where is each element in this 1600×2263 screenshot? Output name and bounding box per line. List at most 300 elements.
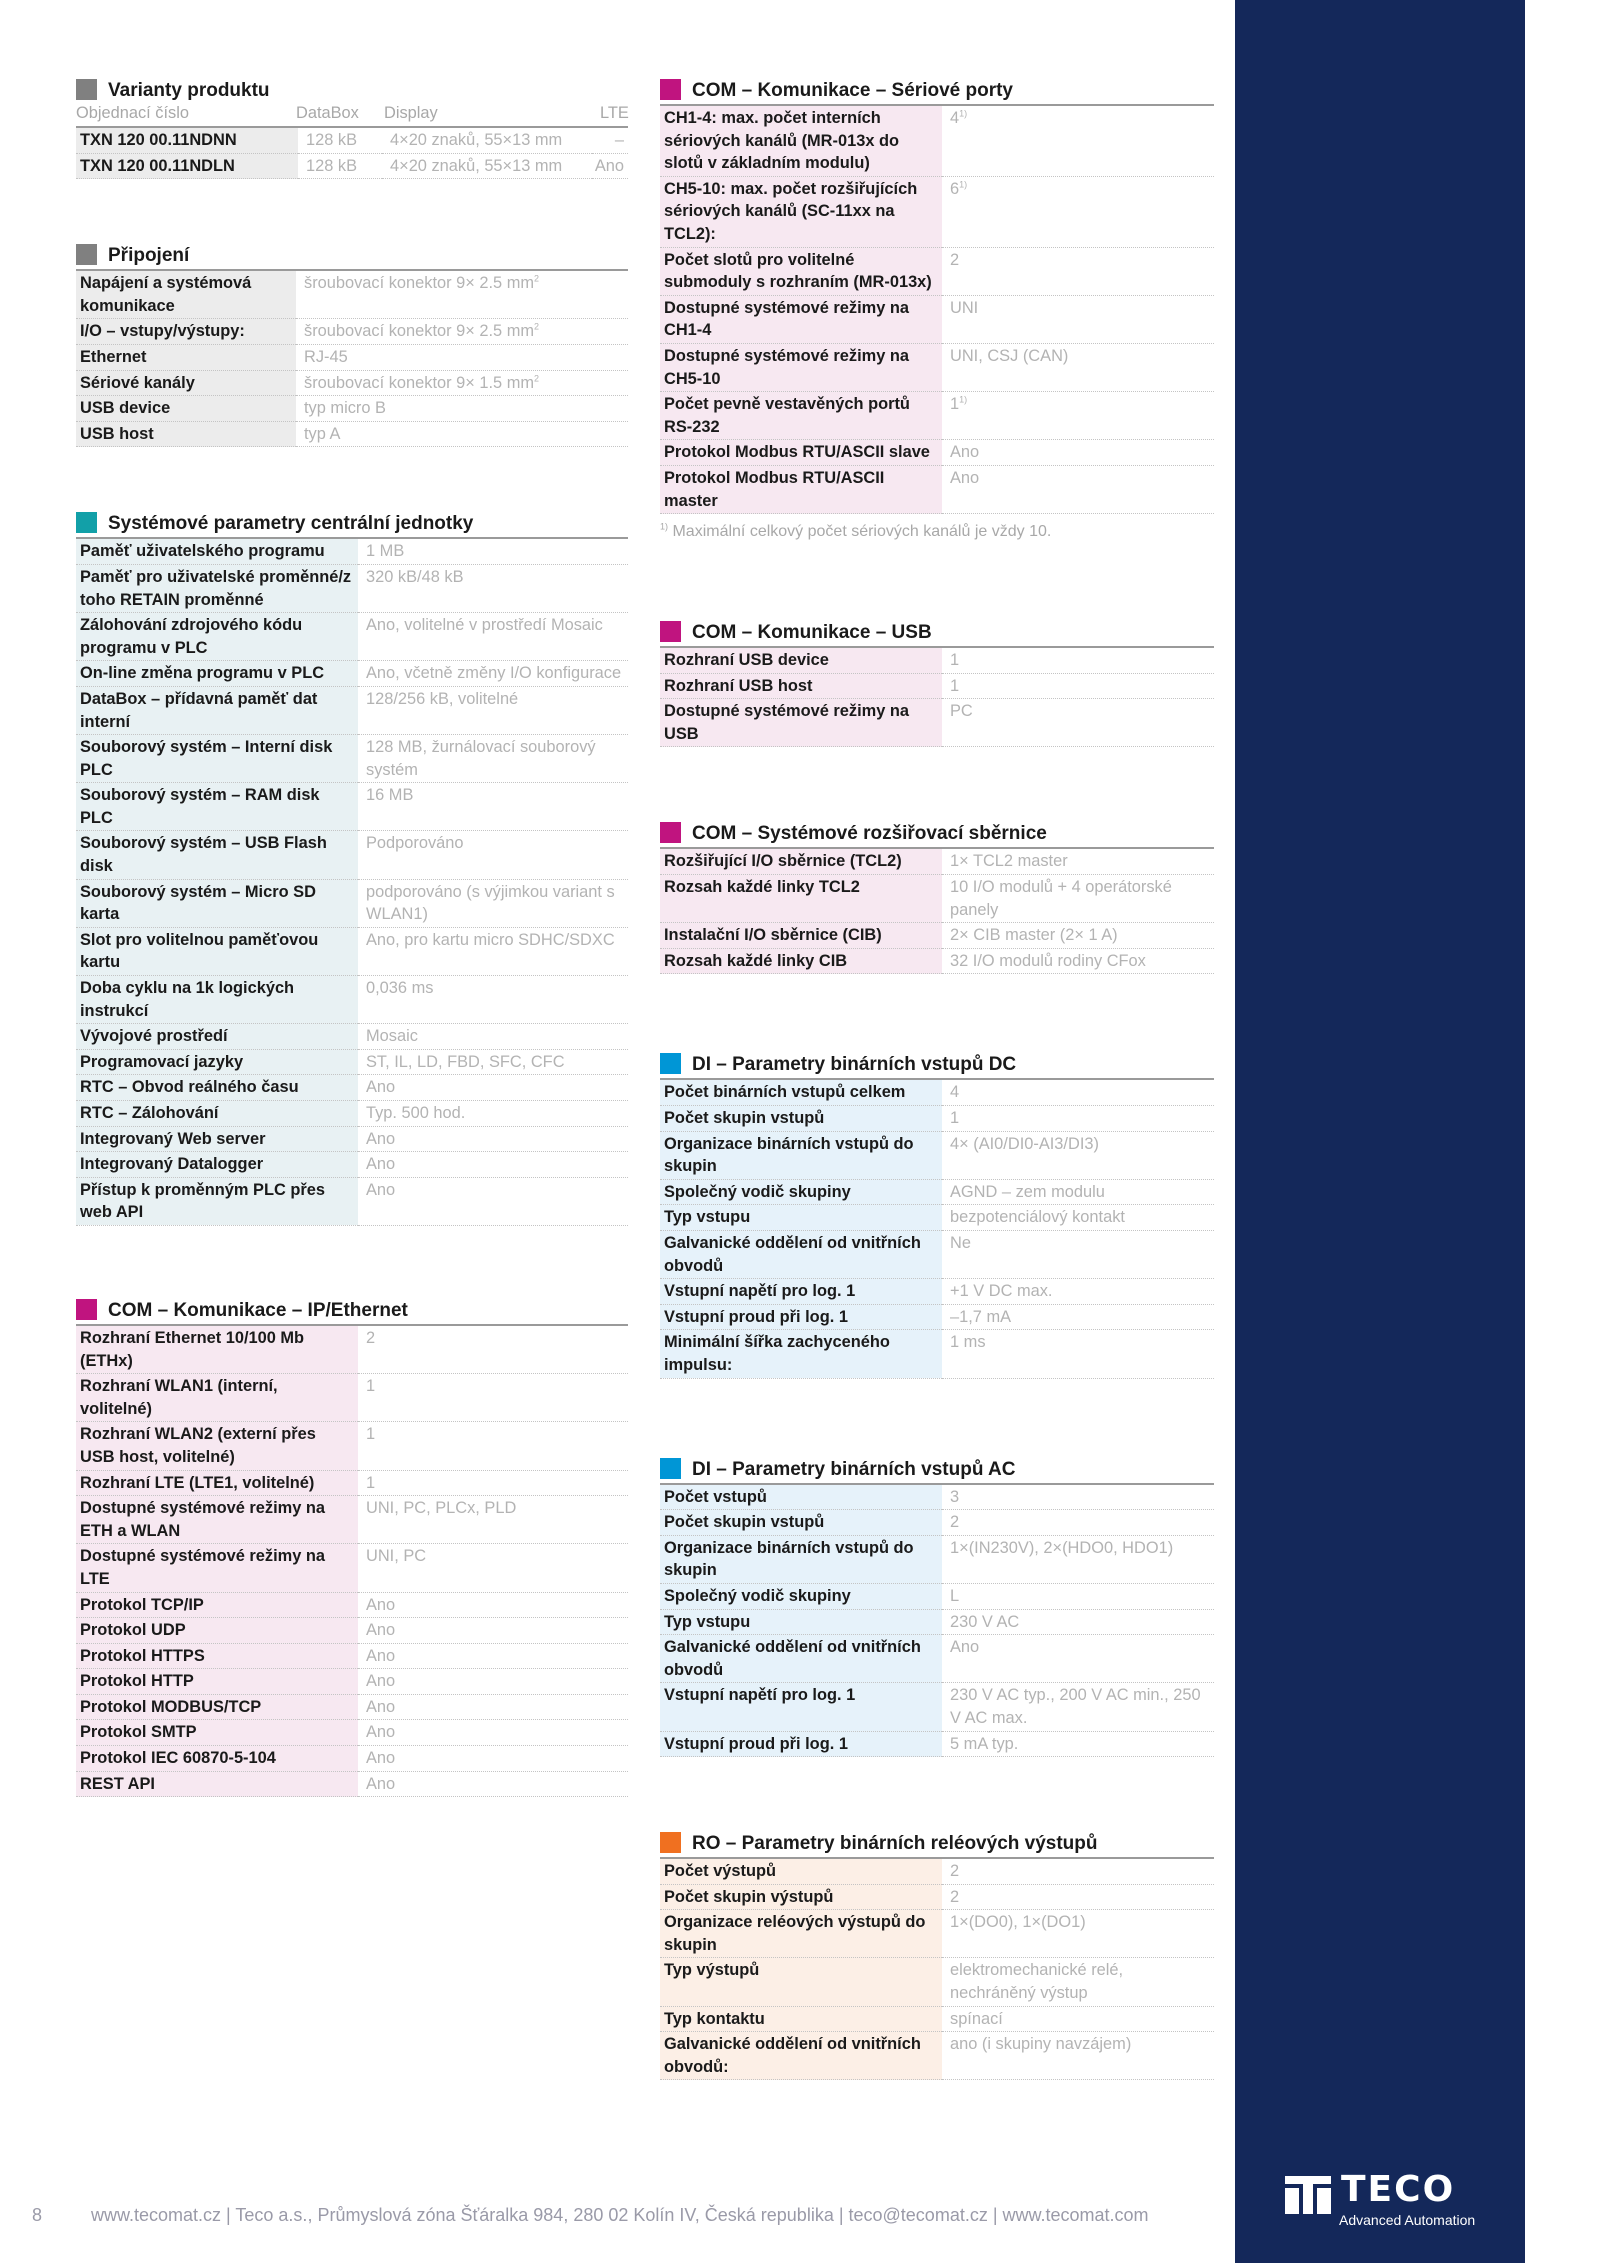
order-number: TXN 120 00.11NDNN: [76, 128, 298, 153]
row-value: [942, 1106, 1214, 1132]
table-row: [76, 421, 628, 447]
row-label: Protokol TCP/IP: [76, 1592, 358, 1618]
row-label: Dostupné systémové režimy na ETH a WLAN: [76, 1496, 358, 1544]
row-value: [942, 1609, 1214, 1635]
table-row: [76, 613, 628, 661]
row-label: Organizace binárních vstupů do skupin: [660, 1535, 942, 1583]
row-label: Dostupné systémové režimy na CH1-4: [660, 295, 942, 343]
value-text: Ano: [366, 1749, 396, 1768]
value-text: 1: [950, 651, 960, 670]
row-value: [358, 1049, 628, 1075]
row-label: Souborový systém – RAM disk PLC: [76, 783, 358, 831]
value-superscript: 2: [534, 273, 540, 284]
row-value: [942, 440, 1214, 466]
row-label: Vstupní napětí pro log. 1: [660, 1683, 942, 1731]
row-value: [942, 699, 1214, 747]
logo-brand: TECO: [1341, 2169, 1456, 2210]
value-text: 1×(DO0), 1×(DO1): [950, 1913, 1086, 1932]
table-row: [76, 927, 628, 975]
kv-table: [76, 271, 628, 447]
table-row: [76, 1374, 628, 1422]
table-row: [660, 1510, 1214, 1536]
row-value: [296, 370, 628, 396]
row-label: Počet slotů pro volitelné submoduly s rozhraním (MR-013x): [660, 247, 942, 295]
value-text: spínací: [950, 2009, 1003, 2028]
section-marker: [660, 822, 681, 843]
row-label: Rozhraní WLAN1 (interní, volitelné): [76, 1374, 358, 1422]
section-title: COM – Komunikace – IP/Ethernet: [108, 1299, 408, 1321]
row-label: Rozhraní WLAN2 (externí přes USB host, volitelné): [76, 1422, 358, 1470]
value-text: 128/256 kB, volitelné: [366, 689, 519, 708]
row-value: [296, 396, 628, 422]
row-label: Galvanické oddělení od vnitřních obvodů:: [660, 2032, 942, 2080]
value-text: podporováno (s výjimkou variant s WLAN1): [366, 882, 615, 924]
table-row: [76, 1326, 628, 1374]
value-text: 1 MB: [366, 542, 405, 561]
value-text: Ano: [366, 1078, 396, 1097]
row-label: Počet skupin vstupů: [660, 1106, 942, 1132]
table-row: [76, 735, 628, 783]
value-text: 0,036 ms: [366, 979, 434, 998]
row-label: Zálohování zdrojového kódu programu v PLC: [76, 613, 358, 661]
page-number: 8: [32, 2205, 43, 2225]
row-label: Souborový systém – Micro SD karta: [76, 879, 358, 927]
row-label: Slot pro volitelnou paměťovou kartu: [76, 927, 358, 975]
table-row: [660, 2032, 1214, 2080]
row-value: [942, 1731, 1214, 1757]
table-row: [76, 1618, 628, 1644]
row-label: Typ výstupů: [660, 1958, 942, 2006]
value-text: ano (i skupiny navzájem): [950, 2035, 1132, 2054]
value-text: Ano: [366, 1595, 396, 1614]
table-row: [660, 1958, 1214, 2006]
value-text: Ano: [950, 1638, 980, 1657]
value-superscript: 1): [959, 394, 968, 405]
row-label: Rozsah každé linky CIB: [660, 948, 942, 974]
row-value: [942, 1583, 1214, 1609]
row-label: Počet binárních vstupů celkem: [660, 1080, 942, 1105]
row-label: Galvanické oddělení od vnitřních obvodů: [660, 1231, 942, 1279]
row-label: Protokol IEC 60870-5-104: [76, 1746, 358, 1772]
display: 4×20 znaků, 55×13 mm: [382, 153, 592, 179]
table-row: [76, 1669, 628, 1695]
row-value: [942, 648, 1214, 673]
value-text: 4× (AI0/DI0-AI3/DI3): [950, 1134, 1099, 1153]
value-text: bezpotenciálový kontakt: [950, 1208, 1125, 1227]
table-row: [660, 849, 1214, 874]
table-row: [660, 648, 1214, 673]
table-row: [660, 1330, 1214, 1378]
section-title: Varianty produktu: [108, 80, 270, 101]
value-text: Ano: [366, 1180, 396, 1199]
row-value: [296, 421, 628, 447]
section-title: COM – Komunikace – USB: [692, 622, 932, 644]
varianty-table: [76, 128, 628, 179]
table-row: [76, 319, 628, 345]
table-row: [660, 465, 1214, 513]
row-value: [942, 176, 1214, 247]
row-label: Minimální šířka zachyceného impulsu:: [660, 1330, 942, 1378]
section-marker: [660, 1053, 681, 1074]
table-row: [76, 271, 628, 319]
row-label: Počet skupin výstupů: [660, 1884, 942, 1910]
row-value: [358, 613, 628, 661]
table-row: [76, 831, 628, 879]
table-row: [660, 295, 1214, 343]
section-marker: [76, 79, 97, 100]
row-label: REST API: [76, 1771, 358, 1797]
table-row: [76, 1075, 628, 1101]
section-title: COM – Systémové rozšiřovací sběrnice: [692, 823, 1047, 845]
row-value: [358, 564, 628, 612]
value-text: 230 V AC: [950, 1612, 1020, 1631]
value-text: 1× TCL2 master: [950, 852, 1068, 871]
table-row: [660, 1609, 1214, 1635]
row-value: [358, 1694, 628, 1720]
row-value: [942, 1510, 1214, 1536]
value-text: 2: [950, 1513, 960, 1532]
row-value: [942, 1910, 1214, 1958]
section-title: COM – Komunikace – Sériové porty: [692, 80, 1013, 101]
row-value: [942, 392, 1214, 440]
value-text: 320 kB/48 kB: [366, 567, 464, 586]
row-value: [296, 271, 628, 319]
table-row: [76, 1470, 628, 1496]
section-marker: [76, 512, 97, 533]
row-label: Protokol HTTPS: [76, 1643, 358, 1669]
row-value: [358, 1669, 628, 1695]
table-row: [76, 1152, 628, 1178]
row-value: [296, 319, 628, 345]
kv-table: [76, 1326, 628, 1797]
section-ipeth: [76, 1296, 628, 1797]
table-row: [660, 1080, 1214, 1105]
row-value: [358, 1101, 628, 1127]
table-row: [76, 344, 628, 370]
value-text: Typ. 500 hod.: [366, 1104, 466, 1122]
table-row: [660, 1304, 1214, 1330]
row-value: [358, 831, 628, 879]
value-text: 1: [366, 1473, 376, 1492]
table-row: [660, 1131, 1214, 1179]
table-row: [76, 1496, 628, 1544]
section-marker: [76, 244, 97, 265]
row-value: [358, 1544, 628, 1592]
section-marker: [76, 1299, 97, 1320]
value-text: 16 MB: [366, 786, 414, 805]
row-label: Dostupné systémové režimy na CH5-10: [660, 343, 942, 391]
row-value: [942, 1683, 1214, 1731]
row-value: [358, 1771, 628, 1797]
teco-logo: [1283, 2170, 1483, 2230]
row-value: [358, 879, 628, 927]
table-row: [76, 879, 628, 927]
row-label: Programovací jazyky: [76, 1049, 358, 1075]
row-label: Počet pevně vestavěných portů RS-232: [660, 392, 942, 440]
value-text: Podporováno: [366, 834, 464, 853]
value-text: 1: [366, 1425, 376, 1444]
row-label: Typ kontaktu: [660, 2006, 942, 2032]
section-title: DI – Parametry binárních vstupů DC: [692, 1054, 1017, 1076]
row-label: Sériové kanály: [76, 370, 296, 396]
row-value: [358, 1592, 628, 1618]
value-text: Ano: [950, 443, 980, 462]
row-value: [358, 1720, 628, 1746]
table-row: [660, 1731, 1214, 1757]
row-value: [942, 1485, 1214, 1510]
table-row: [76, 128, 628, 153]
row-value: [942, 2032, 1214, 2080]
row-value: [942, 2006, 1214, 2032]
row-value: [942, 465, 1214, 513]
value-text: PC: [950, 702, 973, 721]
section-bus: [660, 819, 1214, 974]
row-value: [358, 1422, 628, 1470]
value-text: Ano: [366, 1697, 396, 1716]
table-row: [660, 875, 1214, 923]
value-superscript: 1): [959, 179, 968, 190]
row-label: Počet skupin vstupů: [660, 1510, 942, 1536]
section-diac: [660, 1455, 1214, 1758]
row-value: [942, 1635, 1214, 1683]
table-row: [660, 106, 1214, 176]
value-text: 1: [950, 676, 960, 695]
table-row: [660, 392, 1214, 440]
value-superscript: 1): [959, 108, 968, 119]
row-label: Souborový systém – Interní disk PLC: [76, 735, 358, 783]
row-value: [942, 673, 1214, 699]
table-row: [660, 1583, 1214, 1609]
left-column: [76, 76, 628, 1797]
row-label: Počet výstupů: [660, 1859, 942, 1884]
row-value: [942, 295, 1214, 343]
row-label: Protokol UDP: [76, 1618, 358, 1644]
section-title: RO – Parametry binárních reléových výstupů: [692, 1833, 1098, 1855]
value-text: 32 I/O modulů rodiny CFox: [950, 951, 1146, 970]
table-row: [76, 396, 628, 422]
table-row: [660, 247, 1214, 295]
table-row: [76, 1746, 628, 1772]
row-label: Doba cyklu na 1k logických instrukcí: [76, 976, 358, 1024]
row-value: [942, 948, 1214, 974]
row-label: Integrovaný Web server: [76, 1126, 358, 1152]
table-row: [76, 976, 628, 1024]
section-varianty: [76, 76, 628, 179]
section-title: DI – Parametry binárních vstupů AC: [692, 1458, 1016, 1480]
table-row: [660, 1279, 1214, 1305]
value-text: UNI: [950, 298, 979, 317]
row-label: Paměť pro uživatelské proměnné/z toho RETAIN proměnné: [76, 564, 358, 612]
value-text: Ano: [366, 1129, 396, 1148]
row-label: Organizace binárních vstupů do skupin: [660, 1131, 942, 1179]
table-row: [76, 153, 628, 179]
row-label: Organizace reléových výstupů do skupin: [660, 1910, 942, 1958]
value-text: Mosaic: [366, 1027, 418, 1046]
table-row: [660, 176, 1214, 247]
value-text: Ano, pro kartu micro SDHC/SDXC: [366, 930, 615, 949]
value-text: 5 mA typ.: [950, 1734, 1019, 1753]
row-label: Přístup k proměnným PLC přes web API: [76, 1177, 358, 1225]
value-text: 4: [950, 1083, 960, 1102]
logo-tagline: Advanced Automation: [1339, 2212, 1476, 2228]
value-text: 1: [366, 1377, 376, 1396]
row-value: [358, 1374, 628, 1422]
table-row: [660, 948, 1214, 974]
section-pripojeni: [76, 241, 628, 447]
value-text: 4: [950, 109, 960, 127]
row-value: [296, 344, 628, 370]
section-marker: [660, 79, 681, 100]
row-value: [358, 1152, 628, 1178]
row-value: [358, 1126, 628, 1152]
value-text: ST, IL, LD, FBD, SFC, CFC: [366, 1052, 565, 1071]
kv-table: [660, 1485, 1214, 1758]
footer-text: www.tecomat.cz | Teco a.s., Průmyslová zóna Šťáralka 984, 280 02 Kolín IV, Česká republika | teco@tecomat.cz | www.tecomat.com: [91, 2205, 1149, 2225]
row-value: [942, 1304, 1214, 1330]
row-label: I/O – vstupy/výstupy:: [76, 319, 296, 345]
table-row: [76, 1544, 628, 1592]
value-text: 2× CIB master (2× 1 A): [950, 926, 1118, 945]
row-value: [942, 247, 1214, 295]
value-text: šroubovací konektor 9× 2.5 mm: [304, 322, 535, 341]
table-row: [660, 1205, 1214, 1231]
row-label: Společný vodič skupiny: [660, 1583, 942, 1609]
row-label: Vstupní napětí pro log. 1: [660, 1279, 942, 1305]
row-value: [358, 1643, 628, 1669]
table-row: [76, 1126, 628, 1152]
row-label: Galvanické oddělení od vnitřních obvodů: [660, 1635, 942, 1683]
value-text: Ne: [950, 1234, 971, 1252]
table-row: [76, 783, 628, 831]
row-value: [358, 661, 628, 687]
kv-table: [76, 539, 628, 1226]
row-label: Instalační I/O sběrnice (CIB): [660, 923, 942, 949]
row-label: Typ vstupu: [660, 1609, 942, 1635]
value-text: 230 V AC typ., 200 V AC min., 250 V AC max.: [950, 1686, 1201, 1727]
value-text: 6: [950, 179, 960, 198]
table-row: [76, 370, 628, 396]
row-value: [358, 976, 628, 1024]
row-label: USB device: [76, 396, 296, 422]
row-label: Vývojové prostředí: [76, 1024, 358, 1050]
table-row: [660, 440, 1214, 466]
value-superscript: 2: [534, 373, 540, 384]
row-label: Rozhraní Ethernet 10/100 Mb (ETHx): [76, 1326, 358, 1374]
kv-table: [660, 106, 1214, 514]
row-value: [942, 849, 1214, 874]
value-text: 128 MB, žurnálovací souborový systém: [366, 738, 596, 779]
row-value: [942, 1535, 1214, 1583]
section-marker: [660, 1832, 681, 1853]
header-cell: Objednací číslo: [76, 104, 189, 122]
row-label: Rozhraní USB device: [660, 648, 942, 673]
row-value: [358, 1024, 628, 1050]
value-text: UNI, PC: [366, 1547, 427, 1566]
table-row: [76, 564, 628, 612]
table-header: [76, 102, 628, 124]
kv-table: [660, 849, 1214, 974]
row-label: Souborový systém – USB Flash disk: [76, 831, 358, 879]
table-row: [660, 1179, 1214, 1205]
row-value: [942, 1131, 1214, 1179]
databox: 128 kB: [298, 153, 382, 179]
table-row: [76, 1592, 628, 1618]
value-text: Ano: [366, 1672, 396, 1691]
value-text: 2: [950, 1887, 960, 1906]
table-row: [76, 1177, 628, 1225]
lte: Ano: [592, 153, 628, 179]
row-label: Protokol MODBUS/TCP: [76, 1694, 358, 1720]
value-text: –1,7 mA: [950, 1307, 1012, 1326]
value-text: 2: [366, 1328, 376, 1347]
row-label: Počet vstupů: [660, 1485, 942, 1510]
footnote-mark: 1): [660, 521, 669, 532]
section-marker: [660, 1458, 681, 1479]
value-text: Ano: [950, 468, 980, 487]
row-value: [358, 1618, 628, 1644]
table-row: [76, 1101, 628, 1127]
value-text: 10 I/O modulů + 4 operátorské panely: [950, 878, 1172, 919]
row-value: [358, 1746, 628, 1772]
value-text: Ano: [366, 1621, 396, 1640]
value-text: typ A: [304, 424, 341, 443]
section-marker: [660, 621, 681, 642]
order-number: TXN 120 00.11NDLN: [76, 153, 298, 179]
table-row: [660, 1231, 1214, 1279]
row-value: [942, 1330, 1214, 1378]
row-label: Dostupné systémové režimy na USB: [660, 699, 942, 747]
row-label: Typ vstupu: [660, 1205, 942, 1231]
value-text: 1 ms: [950, 1333, 986, 1352]
row-value: [942, 1279, 1214, 1305]
row-value: [358, 783, 628, 831]
footnote-text: Maximální celkový počet sériových kanálů je vždy 10.: [672, 523, 1052, 541]
footnote: [660, 522, 1214, 542]
value-text: 1×(IN230V), 2×(HDO0, HDO1): [950, 1538, 1174, 1557]
value-text: elektromechanické relé, nechráněný výstup: [950, 1961, 1124, 2003]
row-label: USB host: [76, 421, 296, 447]
value-text: Ano: [366, 1723, 396, 1742]
value-text: L: [950, 1586, 960, 1605]
table-row: [76, 661, 628, 687]
section-usb: [660, 618, 1214, 747]
row-value: [358, 1075, 628, 1101]
table-row: [660, 923, 1214, 949]
table-row: [660, 1910, 1214, 1958]
value-text: Ano: [366, 1155, 396, 1174]
table-row: [660, 2006, 1214, 2032]
value-text: Ano: [366, 1774, 396, 1793]
row-value: [942, 1884, 1214, 1910]
value-text: Ano: [366, 1646, 396, 1665]
row-value: [942, 875, 1214, 923]
value-text: 2: [950, 250, 960, 269]
value-text: 1: [950, 395, 960, 414]
row-value: [942, 1179, 1214, 1205]
row-value: [358, 539, 628, 564]
value-text: UNI, PC, PLCx, PLD: [366, 1499, 517, 1518]
table-row: [76, 1643, 628, 1669]
row-label: DataBox – přídavná paměť dat interní: [76, 686, 358, 734]
table-row: [76, 1720, 628, 1746]
value-text: UNI, CSJ (CAN): [950, 346, 1069, 365]
logo-mark-icon: [1283, 2172, 1333, 2218]
row-value: [942, 1231, 1214, 1279]
value-text: +1 V DC max.: [950, 1282, 1053, 1301]
row-label: On-line změna programu v PLC: [76, 661, 358, 687]
row-label: Vstupní proud při log. 1: [660, 1731, 942, 1757]
table-row: [76, 686, 628, 734]
